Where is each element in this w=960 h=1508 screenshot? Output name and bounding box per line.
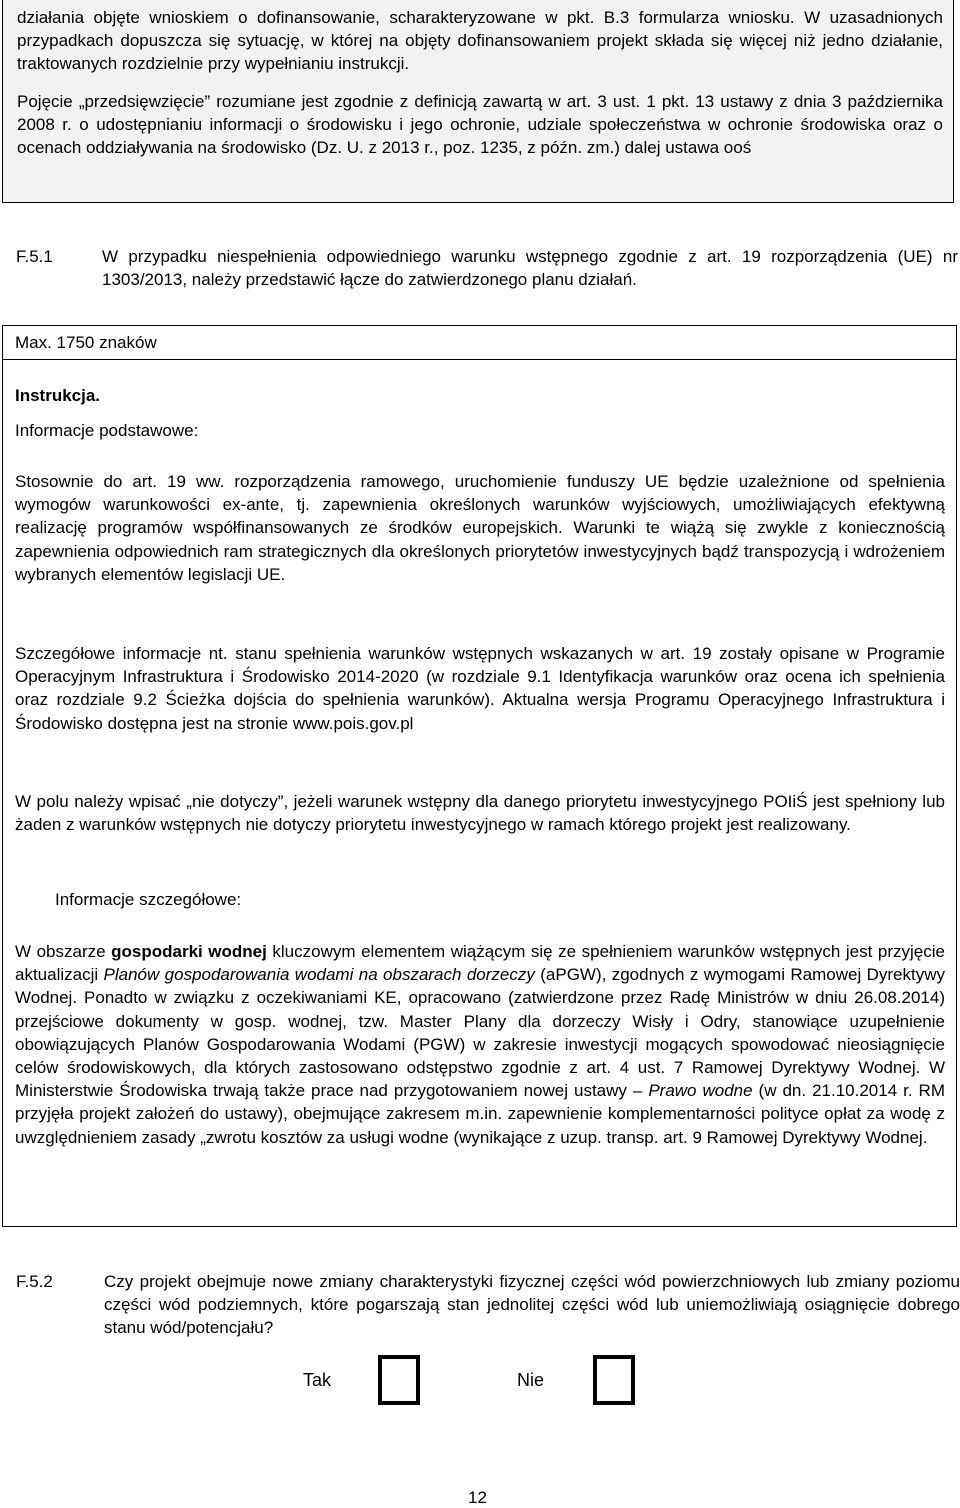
instruction-heading: Instrukcja. [15, 386, 101, 405]
intro-box [2, 0, 954, 203]
detail-info-heading: Informacje szczegółowe: [55, 890, 242, 909]
answer-field-f51[interactable] [2, 325, 957, 360]
basic-info-heading: Informacje podstawowe: [15, 421, 199, 440]
no-checkbox[interactable] [593, 1355, 635, 1405]
question-text: W przypadku niespełnienia odpowiedniego warunku wstępnego zgodnie z art. 19 rozporządzenia (UE) nr 1303/2013, należy przedstawić łącze do zatwierdzonego planu działań. [102, 247, 958, 289]
answer-options [0, 1355, 960, 1410]
basic-info-paragraph-3: W polu należy wpisać „nie dotyczy”, jeżeli warunek wstępny dla danego priorytetu inwestycyjnego POIiŚ jest spełniony lub żaden z warunków wstępnych nie dotyczy priorytetu inwestycyjnego w ramach którego projekt jest realizowany. [15, 792, 945, 835]
question-number: F.5.1 [16, 247, 53, 266]
intro-paragraph-1: działania objęte wnioskiem o dofinansowanie, scharakteryzowane w pkt. B.3 formularza wniosku. W uzasadnionych przypadkach dopuszcza się sytuację, w której na objęty dofinansowaniem projekt składa się więcej niż jedno działanie, traktowanych rozdzielnie przy wypełnianiu instrukcji. [17, 8, 943, 73]
instruction-box [2, 360, 957, 1227]
question-number: F.5.2 [16, 1272, 53, 1291]
no-label: Nie [517, 1370, 545, 1390]
yes-label: Tak [303, 1370, 332, 1390]
intro-paragraph-2: Pojęcie „przedsięwzięcie” rozumiane jest zgodnie z definicją zawartą w art. 3 ust. 1 pkt. 13 ustawy z dnia 3 października 2008 r. o udostępnianiu informacji o środowisku i jego ochronie, udziale społeczeństwa w ochronie środowiska oraz o ocenach oddziaływania na środowisko (Dz. U. z 2013 r., poz. 1235, z późn. zm.) dalej ustawa ooś [17, 92, 943, 157]
max-chars-label: Max. 1750 znaków [15, 333, 157, 352]
page-number: 12 [468, 1488, 487, 1507]
yes-checkbox[interactable] [378, 1355, 420, 1405]
question-text: Czy projekt obejmuje nowe zmiany charakterystyki fizycznej części wód powierzchniowych lub zmiany poziomu części wód podziemnych, które pogarszają stan jednolitej części wód lub uniemożliwiają osiągnięcie dobrego stanu wód/potencjału? [104, 1272, 960, 1337]
basic-info-paragraph-1: Stosownie do art. 19 ww. rozporządzenia ramowego, uruchomienie funduszy UE będzie uzależnione od spełnienia wymogów warunkowości ex-ante, tj. zapewnienia określonych warunków wyjściowych, umożliwiających efektywną realizację programów współfinansowanych ze środków europejskich. Warunki te wiążą się zwykle z koniecznością zapewnienia odpowiednich ram strategicznych dla określonych priorytetów inwestycyjnych bądź transpozycją i wdrożeniem wybranych elementów legislacji UE. [15, 472, 945, 584]
detail-info-paragraph: W obszarze gospodarki wodnej kluczowym elementem wiążącym się ze spełnieniem warunków wstępnych jest przyjęcie aktualizacji Planów gospodarowania wodami na obszarach dorzeczy (aPGW), zgodnych z wymogami Ramowej Dyrektywy Wodnej. Ponadto w związku z oczekiwaniami KE, opracowano (zatwierdzone przez Radę Ministrów w dniu 26.08.2014) przejściowe dokumenty w gosp. wodnej, tzw. Master Plany dla dorzeczy Wisły i Odry, stanowiące uzupełnienie obowiązujących Planów Gospodarowania Wodami (PGW) w zakresie inwestycji mogących spowodować nieosiągnięcie celów środowiskowych, dla których zastosowano odstępstwo zgodnie z art. 4 ust. 7 Ramowej Dyrektywy Wodnej. W Ministerstwie Środowiska trwają także prace nad przygotowaniem nowej ustawy – Prawo wodne (w dn. 21.10.2014 r. RM przyjęła projekt założeń do ustawy), obejmujące zakresem m.in. zapewnienie komplementarności polityce opłat za wodę z uwzględnieniem zasady „zwrotu kosztów za usługi wodne (wynikające z uzup. transp. art. 9 Ramowej Dyrektywy Wodnej. [15, 942, 945, 1147]
basic-info-paragraph-2: Szczegółowe informacje nt. stanu spełnienia warunków wstępnych wskazanych w art. 19 zostały opisane w Programie Operacyjnym Infrastruktura i Środowisko 2014-2020 (w rozdziale 9.1 Identyfikacja warunków oraz ocena ich spełnienia oraz rozdziale 9.2 Ścieżka dojścia do spełnienia warunków). Aktualna wersja Programu Operacyjnego Infrastruktura i Środowisko dostępna jest na stronie www.pois.gov.pl [15, 644, 945, 733]
